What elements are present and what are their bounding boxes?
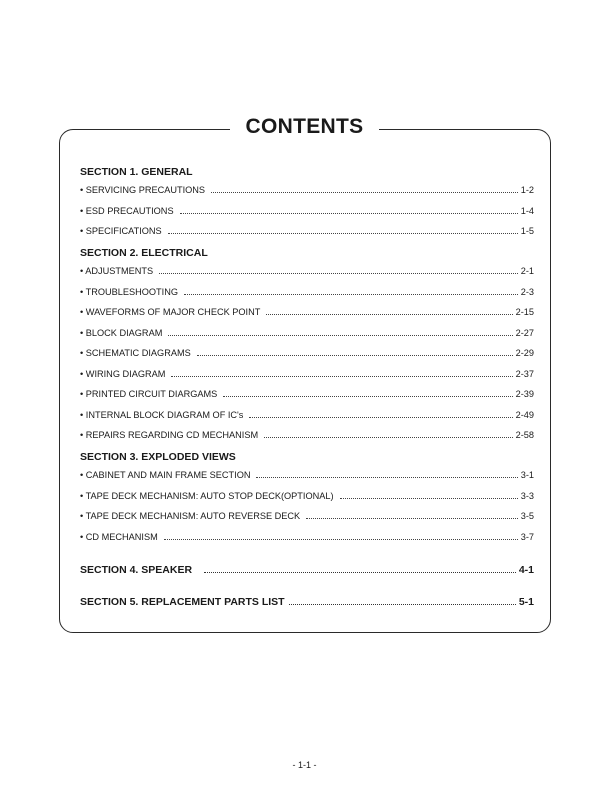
toc-entry[interactable] (80, 184, 534, 196)
dot-leader (306, 517, 518, 519)
toc-entry-page: 2-1 (520, 266, 534, 276)
toc-entry-label: • WIRING DIAGRAM (80, 368, 166, 379)
toc-entry[interactable] (80, 388, 534, 400)
section-5-page: 5-1 (518, 595, 534, 608)
toc-entry[interactable] (80, 265, 534, 277)
toc-entry[interactable] (80, 327, 534, 339)
dot-leader (204, 571, 516, 573)
section-2 (80, 246, 534, 441)
toc-entry-label: • ADJUSTMENTS (80, 266, 154, 276)
toc-entry[interactable] (80, 225, 534, 237)
toc-entry-label: • WAVEFORMS OF MAJOR CHECK POINT (80, 307, 261, 317)
section-heading: SECTION 2. ELECTRICAL (80, 247, 208, 259)
toc-entry[interactable] (80, 368, 534, 380)
toc-entry-label: • TROUBLESHOOTING (80, 286, 178, 297)
dot-leader (211, 191, 518, 193)
toc-entry-page: 2-29 (515, 348, 534, 358)
toc-entry-page: 3-3 (520, 490, 534, 501)
dot-leader (264, 436, 512, 438)
section-4-page: 4-1 (518, 563, 534, 576)
toc-entry[interactable] (80, 490, 534, 502)
dot-leader (168, 232, 518, 234)
toc-entry-label: • TAPE DECK MECHANISM: AUTO STOP DECK(OPTIONAL) (80, 490, 334, 501)
dot-leader (223, 395, 512, 397)
toc-entry-page: 2-3 (520, 286, 534, 297)
toc-entry-page: 1-2 (520, 185, 534, 195)
toc-entry[interactable] (80, 286, 534, 298)
dot-leader (289, 603, 516, 605)
toc-entry-page: 2-37 (515, 368, 534, 379)
page-number: - 1-1 - (292, 760, 317, 770)
toc-entry-label: • BLOCK DIAGRAM (80, 327, 163, 338)
section-3 (80, 450, 534, 543)
toc-entry-label: • INTERNAL BLOCK DIAGRAM OF IC's (80, 409, 244, 420)
toc-entry[interactable] (80, 409, 534, 421)
toc-entry-label: • CD MECHANISM (80, 531, 158, 542)
dot-leader (197, 354, 513, 356)
toc-entry[interactable] (80, 469, 534, 481)
toc-entry[interactable] (80, 510, 534, 522)
dot-leader (184, 293, 518, 295)
toc-entry-page: 2-15 (515, 307, 534, 317)
dot-leader (256, 476, 517, 478)
section-1 (80, 165, 534, 237)
table-of-contents (80, 165, 534, 609)
toc-entry[interactable] (80, 429, 534, 441)
toc-entry-label: • SCHEMATIC DIAGRAMS (80, 348, 191, 358)
toc-entry-page: 2-49 (515, 409, 534, 420)
toc-entry-label: • REPAIRS REGARDING CD MECHANISM (80, 430, 259, 440)
toc-entry-label: • SPECIFICATIONS (80, 226, 162, 236)
page-title: CONTENTS (230, 112, 380, 142)
toc-entry[interactable] (80, 531, 534, 543)
toc-entry-page: 1-4 (520, 205, 534, 216)
dot-leader (171, 375, 512, 377)
toc-entry-label: • TAPE DECK MECHANISM: AUTO REVERSE DECK (80, 511, 301, 521)
toc-entry-page: 2-27 (515, 327, 534, 338)
toc-entry-page: 3-1 (520, 470, 534, 480)
section-5-entry[interactable] (80, 595, 534, 609)
toc-entry[interactable] (80, 306, 534, 318)
toc-entry-label: • PRINTED CIRCUIT DIARGAMS (80, 389, 218, 399)
dot-leader (164, 538, 518, 540)
toc-entry[interactable] (80, 205, 534, 217)
dot-leader (340, 497, 518, 499)
section-4-label: SECTION 4. SPEAKER (80, 563, 193, 576)
toc-entry-label: • ESD PRECAUTIONS (80, 205, 174, 216)
toc-entry-label: • CABINET AND MAIN FRAME SECTION (80, 470, 251, 480)
dot-leader (266, 313, 512, 315)
toc-entry-page: 3-7 (520, 531, 534, 542)
section-heading: SECTION 1. GENERAL (80, 166, 193, 178)
dot-leader (180, 212, 518, 214)
section-5-label: SECTION 5. REPLACEMENT PARTS LIST (80, 595, 285, 608)
toc-entry-label: • SERVICING PRECAUTIONS (80, 185, 206, 195)
dot-leader (249, 416, 512, 418)
toc-entry-page: 1-5 (520, 226, 534, 236)
section-4-entry[interactable] (80, 563, 534, 577)
toc-entry-page: 3-5 (520, 511, 534, 521)
section-heading: SECTION 3. EXPLODED VIEWS (80, 451, 236, 463)
toc-entry-page: 2-58 (515, 430, 534, 440)
dot-leader (168, 334, 512, 336)
title-wrap (0, 112, 609, 146)
dot-leader (159, 272, 518, 274)
toc-entry-page: 2-39 (515, 389, 534, 399)
toc-entry[interactable] (80, 347, 534, 359)
